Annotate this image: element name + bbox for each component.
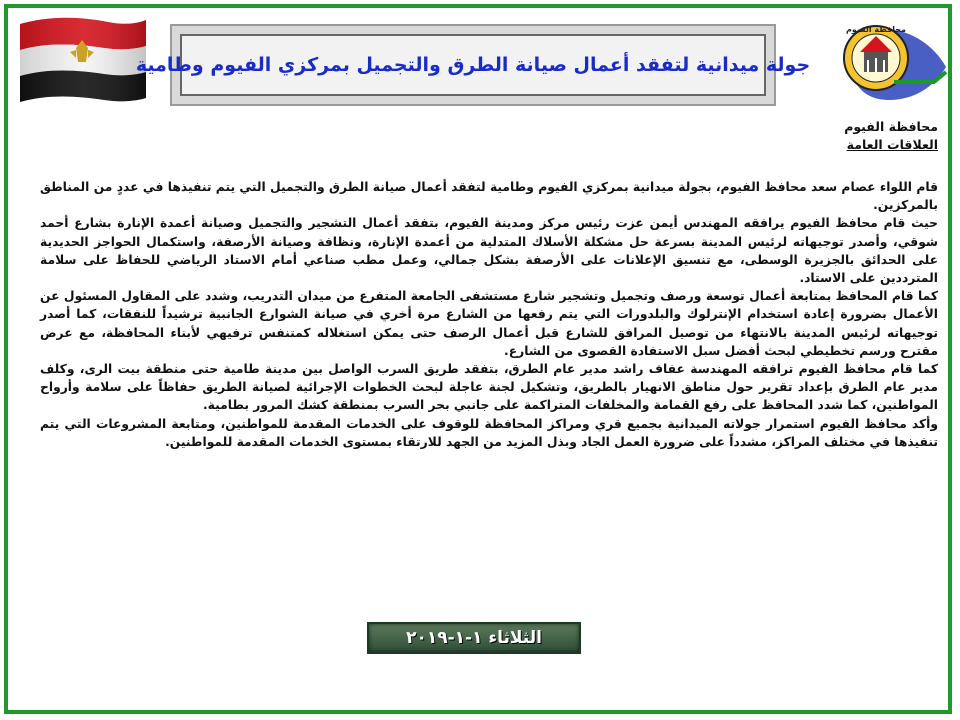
date-badge: [367, 622, 581, 654]
article-body: [40, 178, 938, 451]
article-paragraph-3: كما قام المحافظ بمتابعة أعمال توسعة ورصف وتجميل وتشجير شارع مستشفى الجامعة المتفرع من ميدان التدريب، وشدد على المقاول المسئول عن الأعمال بضرورة إعادة استخدام الإنترلوك والبلدورات التي يتم رفعها من الشارع مرة أخري في صيانة الشوارع الجانبية ترشيداً للنفقات، كما أصدر توجيهاته لرئيس المدينة بالانتهاء من توصيل المرافق للشارع قبل أعمال الرصف حتى يمكن استغلاله كمتنفس ترفيهي لأبناء المحافظة، مع عرض مقترح ورسم تخطيطي لبحث أفضل سبل الاستفادة القصوى من الشارع.: [40, 289, 938, 358]
meta-block: [844, 118, 938, 154]
date-label: الثلاثاء ١-١-٢٠١٩: [406, 628, 542, 648]
logo-text: محافظة الفيوم: [845, 25, 907, 34]
page-title: جولة ميدانية لتفقد أعمال صيانة الطرق والتجميل بمركزي الفيوم وطامية: [135, 54, 811, 76]
article-paragraph-1: قام اللواء عصام سعد محافظ الفيوم، بجولة ميدانية بمركزي الفيوم وطامية لتفقد أعمال صيانة الطرق والتجميل التي يتم تنفيذها في عددٍ من المناطق بالمركزين.: [40, 180, 938, 213]
article-paragraph-2: حيث قام محافظ الفيوم يرافقه المهندس أيمن عزت رئيس مركز ومدينة الفيوم، بتفقد أعمال التشجير والتجميل وصيانة أعمدة الإنارة بشارع أحمد شوقي، وأصدر توجيهاته لرئيس المدينة بسرعة حل مشكلة الأسلاك المتدلية من أعمدة الإنارة، ونظافة وصيانة الأرصفة، واستكمال الحواجز الحديدية على الحدائق بالجزيرة الوسطى، مع تنسيق الإعلانات على الأرصفة بشكل جمالي، وعمل مطب صناعي أمام الاستاد الرياضي للحفاظ على سلامة المترددين على الاستاد.: [40, 216, 938, 286]
article-paragraph-5: وأكد محافظ الفيوم استمرار جولاته الميدانية بجميع قري ومراكز المحافظة للوقوف على الخدمات المقدمة للمواطنين، ومتابعة المشروعات التي يتم تنفيذها في مختلف المراكز، مشدداً على ضرورة العمل الجاد وبذل المزيد من الجهد للارتقاء بمستوى الخدمات المقدمة للمواطنين.: [40, 416, 938, 449]
title-inner: [135, 34, 811, 96]
egypt-flag-icon: [18, 12, 148, 104]
article-paragraph-4: كما قام محافظ الفيوم ترافقه المهندسة عفاف راشد مدير عام الطرق، بتفقد طريق السرب الواصل بين مدينة طامية حتى منطقة بيت الرى، وكلف مدير عام الطرق بإعداد تقرير حول مناطق الانهيار بالطريق، وتشكيل لجنة عاجلة لبحث الخطوات الإجرائية لصيانة الطريق حفاظاً على سلامة وأرواح المواطنين، كما شدد المحافظ على رفع القمامة والمخلفات المتراكمة على جانبي بحر السرب بمنطقة كشك المرور بطامية.: [40, 362, 938, 413]
title-box: [135, 24, 811, 106]
department-label: العلاقات العامة: [846, 137, 938, 152]
governorate-label: محافظة الفيوم: [844, 119, 938, 134]
governorate-logo-icon: [834, 12, 952, 104]
